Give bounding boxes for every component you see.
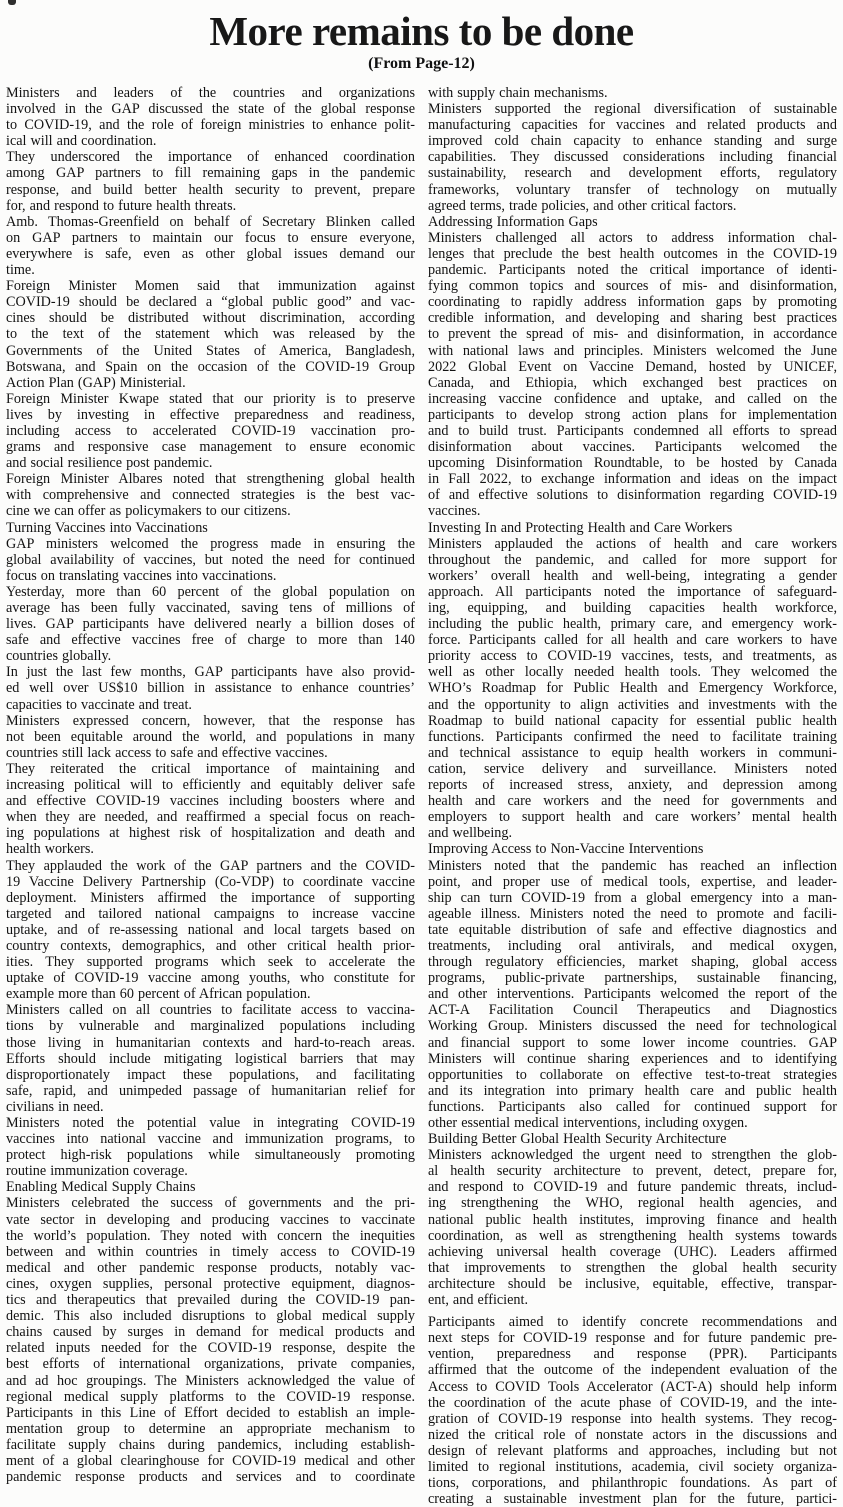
text-line: when they are needed, and reaffirmed a special focus on reach- xyxy=(6,809,415,826)
text-line: of and effective solutions to disinformation regarding COVID-19 xyxy=(428,487,837,504)
text-line: grams and responsive case management to ensure economic xyxy=(6,439,415,456)
text-line: vention, preparedness and response (PPR). Participants xyxy=(428,1346,837,1363)
continued-from-note: (From Page-12) xyxy=(368,55,475,72)
text-line: coordinating to rapidly address information gaps by promoting xyxy=(428,294,837,311)
text-line: ing, equipping, and building capacities health workforce, xyxy=(428,600,837,616)
text-line: force. Participants called for all health and care workers to have xyxy=(428,632,837,649)
text-line: next steps for COVID-19 response and for future pandemic pre- xyxy=(428,1330,837,1347)
text-line: workers’ overall health and well-being, integrating a gender xyxy=(428,567,837,584)
text-line: GAP ministers welcomed the progress made in ensuring the xyxy=(6,535,415,552)
text-line: treatments, including oral antivirals, and medical oxygen, xyxy=(428,937,837,954)
paragraph xyxy=(428,230,837,520)
text-line: capacities to vaccinate and treat. xyxy=(6,696,192,713)
paragraph xyxy=(428,1147,837,1308)
text-line: In just the last few months, GAP participants have also provid- xyxy=(6,664,415,681)
text-line: example more than 60 percent of African population. xyxy=(6,986,311,1003)
subheading-text: Investing In and Protecting Health and Care Workers xyxy=(428,519,733,536)
text-line: Ministers acknowledged the urgent need to strengthen the glob- xyxy=(428,1147,837,1164)
text-line: civilians in need. xyxy=(6,1098,104,1115)
text-line: Ministers expressed concern, however, that the response has xyxy=(6,712,415,729)
text-line: They applauded the work of the GAP partners and the COVID- xyxy=(6,857,415,874)
column-right xyxy=(428,85,837,1507)
text-line: Foreign Minister Kwape stated that our priority is to preserve xyxy=(6,390,415,407)
text-line: lenges that preclude the best health outcomes in the COVID-19 xyxy=(428,245,837,262)
text-line: credible information, and developing and sharing best practices xyxy=(428,310,837,327)
text-line: vaccines into national vaccine and immunization programs, to xyxy=(6,1131,415,1148)
text-line: ing populations at highest risk of hospitalization and death and xyxy=(6,825,415,842)
text-line: Action Plan (GAP) Ministerial. xyxy=(6,374,186,391)
text-line: routine immunization coverage. xyxy=(6,1163,188,1180)
section-subheading xyxy=(6,520,415,536)
text-line: Yesterday, more than 60 percent of the global population on xyxy=(6,583,415,600)
text-line: the world’s population. They noted with concern the inequities xyxy=(6,1227,415,1244)
paragraph xyxy=(428,858,837,1132)
text-line: and its integration into primary health care and public health xyxy=(428,1082,837,1099)
paragraph xyxy=(6,85,415,149)
scan-artifact xyxy=(8,0,16,5)
text-line: ship can turn COVID-19 from a global emergency into a man- xyxy=(428,889,837,906)
paragraph xyxy=(6,1002,415,1115)
text-line: Roadmap to build national capacity for essential public health xyxy=(428,712,837,729)
text-line: through regulatory efficiencies, market shaping, global access xyxy=(428,954,837,971)
text-line: vate sector in developing and producing vaccines to vaccinate xyxy=(6,1211,415,1228)
text-line: protect high-risk populations while simultaneously promoting xyxy=(6,1147,415,1164)
text-line: capabilities. They discussed considerations including financial xyxy=(428,149,837,166)
text-line: regional medical supply platforms to the COVID-19 response. xyxy=(6,1388,415,1405)
text-line: best efforts of international organizations, private companies, xyxy=(6,1356,415,1373)
text-line: affirmed that the outcome of the independent evaluation of the xyxy=(428,1362,837,1379)
text-line: Access to COVID Tools Accelerator (ACT-A) should help inform xyxy=(428,1378,837,1395)
text-line: including the public health, primary care, and emergency work- xyxy=(428,616,837,633)
text-line: other essential medical interventions, including oxygen. xyxy=(428,1115,748,1131)
text-line: 19 Vaccine Delivery Partnership (Co-VDP) to coordinate vaccine xyxy=(6,873,415,890)
paragraph xyxy=(6,761,415,858)
text-line: deployment. Ministers affirmed the importance of supporting xyxy=(6,889,415,906)
text-line: for, and respond to future health threats. xyxy=(6,197,237,214)
text-line: with supply chain mechanisms. xyxy=(428,85,608,101)
text-line: participants to develop strong action plans for implementation xyxy=(428,406,837,423)
text-line: Ministers called on all countries to facilitate access to vaccina- xyxy=(6,1002,415,1019)
text-line: Efforts should include mitigating logistical barriers that may xyxy=(6,1050,415,1067)
paragraph xyxy=(428,85,837,101)
text-line: response, and build better health security to prevent, prepare xyxy=(6,181,415,198)
text-line: in Fall 2022, to exchange information and ideas on the impact xyxy=(428,471,837,488)
text-line: manufacturing capacities for vaccines and related products and xyxy=(428,117,837,134)
article-body xyxy=(0,85,843,1507)
text-line: Participants in this Line of Effort decided to establish an imple- xyxy=(6,1404,415,1421)
text-line: between and within countries in timely access to COVID-19 xyxy=(6,1243,415,1260)
paragraph xyxy=(6,471,415,519)
text-line: creating a sustainable investment plan for the future, partici- xyxy=(428,1491,837,1507)
text-line: safe and effective vaccines free of charge to more than 140 xyxy=(6,632,415,649)
text-line: time. xyxy=(6,262,35,279)
article-masthead xyxy=(0,0,843,73)
text-line: disinformation about vaccines. Participants welcomed the xyxy=(428,439,837,456)
text-line: cation, service delivery and surveillance. Ministers noted xyxy=(428,760,837,777)
subheading-text: Addressing Information Gaps xyxy=(428,213,598,230)
text-line: reports of increased stress, anxiety, and depression among xyxy=(428,777,837,794)
text-line: fying common topics and sources of mis- and disinformation, xyxy=(428,278,837,295)
text-line: point, and proper use of medical tools, expertise, and leader- xyxy=(428,873,837,890)
section-subheading xyxy=(428,841,837,857)
text-line: Working Group. Ministers discussed the need for technological xyxy=(428,1018,837,1035)
text-line: the coordination of the acute phase of COVID-19, and the inte- xyxy=(428,1394,837,1411)
subheading-text: Turning Vaccines into Vaccinations xyxy=(6,519,208,536)
text-line: employers to support health and care workers’ mental health xyxy=(428,809,837,826)
text-line: Botswana, and Spain on the occasion of the COVID-19 Group xyxy=(6,358,415,375)
text-line: and to build trust. Participants condemned all efforts to spread xyxy=(428,422,837,439)
text-line: approach. All participants noted the importance of safeguard- xyxy=(428,583,837,600)
text-line: ageable illness. Ministers noted the need to promote and facili- xyxy=(428,905,837,922)
text-line: functions. Participants also called for continued support for xyxy=(428,1098,837,1115)
text-line: achieving universal health coverage (UHC). Leaders affirmed xyxy=(428,1243,837,1260)
text-line: Ministers noted that the pandemic has reached an inflection xyxy=(428,857,837,874)
text-line: countries globally. xyxy=(6,648,112,665)
text-line: agreed terms, trade policies, and other critical factors. xyxy=(428,197,737,214)
text-line: and ad hoc groupings. The Ministers acknowledged the value of xyxy=(6,1372,415,1389)
paragraph xyxy=(6,1195,415,1485)
text-line: tions, corporations, and philanthropic foundations. As part of xyxy=(428,1475,837,1492)
text-line: well as other locally needed health tools. They welcomed the xyxy=(428,664,837,681)
text-line: Ministers applauded the actions of health and care workers xyxy=(428,535,837,552)
text-line: Ministers will continue sharing experiences and to identifying xyxy=(428,1050,837,1067)
text-line: design of relevant platforms and approaches, including but not xyxy=(428,1442,837,1459)
text-line: Ministers challenged all actors to address information chal- xyxy=(428,229,837,246)
text-line: lives. GAP participants have delivered nearly a billion doses of xyxy=(6,616,415,633)
paragraph xyxy=(428,1314,837,1507)
text-line: and other interventions. Participants welcomed the report of the xyxy=(428,986,837,1003)
text-line: al health security architecture to prevent, detect, prepare for, xyxy=(428,1163,837,1180)
text-line: to COVID-19, and the role of foreign ministries to enhance polit- xyxy=(6,117,415,134)
text-line: programs, public-private partnerships, sustainable financing, xyxy=(428,970,837,987)
text-line: everywhere is safe, even as other global issues demand our xyxy=(6,245,415,262)
text-line: mentation group to determine an appropriate mechanism to xyxy=(6,1420,415,1437)
text-line: to prevent the spread of mis- and disinformation, in accordance xyxy=(428,326,837,343)
text-line: to the text of the statement which was released by the xyxy=(6,326,415,343)
text-line: Canada, and Ethiopia, which exchanged best practices on xyxy=(428,374,837,391)
text-line: and the opportunity to align activities and investments with the xyxy=(428,696,837,713)
text-line: COVID-19 should be declared a “global public good” and vac- xyxy=(6,294,415,311)
paragraph xyxy=(428,536,837,842)
text-line: They underscored the importance of enhanced coordination xyxy=(6,149,415,166)
text-line: sustainability, research and development efforts, regulatory xyxy=(428,165,837,182)
text-line: Foreign Minister Albares noted that strengthening global health xyxy=(6,471,415,488)
text-line: on GAP partners to maintain our focus to ensure everyone, xyxy=(6,229,415,246)
paragraph xyxy=(6,584,415,664)
text-line: Ministers noted the potential value in integrating COVID-19 xyxy=(6,1115,415,1131)
text-line: Foreign Minister Momen said that immunization against xyxy=(6,278,415,295)
text-line: average has been fully vaccinated, saving tens of millions of xyxy=(6,600,415,616)
text-line: health and care workers and the need for governments and xyxy=(428,793,837,810)
paragraph xyxy=(6,713,415,761)
text-line: and financial support to some lower income countries. GAP xyxy=(428,1034,837,1051)
text-line: those living in humanitarian contexts and hard-to-reach areas. xyxy=(6,1034,415,1051)
text-line: Ministers supported the regional diversification of sustainable xyxy=(428,101,837,118)
text-line: and respond to COVID-19 and future pandemic threats, includ- xyxy=(428,1179,837,1196)
section-subheading xyxy=(6,1179,415,1195)
article-title: More remains to be done xyxy=(209,8,634,54)
text-line: functions. Participants confirmed the need to facilitate training xyxy=(428,728,837,745)
text-line: safe, rapid, and unimpeded passage of humanitarian relief for xyxy=(6,1082,415,1099)
text-line: uptake, and of re-assessing national and local targets based on xyxy=(6,921,415,938)
section-subheading xyxy=(428,214,837,230)
text-line: increasing vaccine confidence and uptake, and called on the xyxy=(428,390,837,407)
text-line: WHO’s Roadmap for Public Health and Emergency Workforce, xyxy=(428,680,837,697)
text-line: country contexts, demographics, and other critical health prior- xyxy=(6,937,415,954)
text-line: ing strengthening the WHO, regional health agencies, and xyxy=(428,1195,837,1212)
text-line: tics and therapeutics that prevailed during the COVID-19 pan- xyxy=(6,1292,415,1309)
subheading-text: Improving Access to Non-Vaccine Interventions xyxy=(428,841,704,858)
section-subheading xyxy=(428,520,837,536)
text-line: improved cold chain capacity to enhance standing and surge xyxy=(428,133,837,150)
text-line: ed well over US$10 billion in assistance to enhance countries’ xyxy=(6,680,415,697)
text-line: Amb. Thomas-Greenfield on behalf of Secretary Blinken called xyxy=(6,213,415,230)
text-line: with comprehensive and connected strategies is the best vac- xyxy=(6,487,415,504)
column-left xyxy=(6,85,415,1507)
text-line: ent, and efficient. xyxy=(428,1292,529,1309)
paragraph xyxy=(6,664,415,712)
text-line: throughout the pandemic, and called for more support for xyxy=(428,551,837,568)
text-line: They reiterated the critical importance of maintaining and xyxy=(6,760,415,777)
text-line: vaccines. xyxy=(428,503,481,520)
text-line: that improvements to strengthen the global health security xyxy=(428,1259,837,1276)
text-line: gration of COVID-19 response into health systems. They recog- xyxy=(428,1410,837,1427)
text-line: cine we can offer as policymakers to our citizens. xyxy=(6,503,291,520)
section-subheading xyxy=(428,1131,837,1147)
text-line: frameworks, voluntary transfer of technology on mutually xyxy=(428,181,837,198)
paragraph xyxy=(6,1115,415,1179)
text-line: priority access to COVID-19 vaccines, tests, and treatments, as xyxy=(428,648,837,665)
text-line: tate equitable distribution of safe and effective diagnostics and xyxy=(428,921,837,938)
text-line: Ministers and leaders of the countries and organizations xyxy=(6,85,415,101)
text-line: chains caused by surges in demand for medical products and xyxy=(6,1324,415,1341)
text-line: cines should be distributed without discrimination, according xyxy=(6,310,415,327)
text-line: including access to accelerated COVID-19 vaccination pro- xyxy=(6,422,415,439)
paragraph xyxy=(6,278,415,391)
text-line: ACT-A Facilitation Council Therapeutics and Diagnostics xyxy=(428,1002,837,1019)
text-line: cines, oxygen supplies, personal protective equipment, diagnos- xyxy=(6,1275,415,1292)
paragraph xyxy=(428,101,837,214)
text-line: focus on translating vaccines into vaccinations. xyxy=(6,567,277,584)
text-line: among GAP partners to fill remaining gaps in the pandemic xyxy=(6,165,415,182)
paragraph xyxy=(6,858,415,1003)
text-line: lives by investing in effective preparedness and readiness, xyxy=(6,406,415,423)
text-line: not been equitable around the world, and populations in many xyxy=(6,728,415,745)
text-line: related inputs needed for the COVID-19 response, despite the xyxy=(6,1340,415,1357)
text-line: Participants aimed to identify concrete recommendations and xyxy=(428,1314,837,1331)
text-line: tions by vulnerable and marginalized populations including xyxy=(6,1018,415,1035)
text-line: pandemic response products and services and to coordinate xyxy=(6,1469,415,1486)
text-line: and wellbeing. xyxy=(428,825,513,842)
text-line: national public health institutes, improving finance and health xyxy=(428,1211,837,1228)
text-line: Governments of the United States of America, Bangladesh, xyxy=(6,342,415,359)
text-line: coordination, as well as strengthening health systems towards xyxy=(428,1227,837,1244)
text-line: uptake of COVID-19 vaccine among youths, who constitute for xyxy=(6,970,415,987)
text-line: health workers. xyxy=(6,841,94,858)
paragraph xyxy=(6,214,415,278)
text-line: 2022 Global Event on Vaccine Demand, hosted by UNICEF, xyxy=(428,358,837,375)
paragraph xyxy=(6,149,415,213)
text-line: opportunities to collaborate on effective test-to-treat strategies xyxy=(428,1066,837,1083)
text-line: Ministers celebrated the success of governments and the pri- xyxy=(6,1195,415,1212)
text-line: architecture should be inclusive, equitable, effective, transpar- xyxy=(428,1275,837,1292)
text-line: pandemic. Participants noted the critical importance of identi- xyxy=(428,262,837,279)
text-line: and social resilience post pandemic. xyxy=(6,455,213,472)
text-line: ities. They supported programs which seek to accelerate the xyxy=(6,954,415,971)
text-line: ment of a global clearinghouse for COVID-19 medical and other xyxy=(6,1452,415,1469)
text-line: limited to regional institutions, academia, civil society organiza- xyxy=(428,1458,837,1475)
text-line: and technical assistance to equip health workers in communi- xyxy=(428,744,837,761)
subheading-text: Enabling Medical Supply Chains xyxy=(6,1179,196,1196)
text-line: demic. This also included disruptions to global medical supply xyxy=(6,1308,415,1325)
text-line: ical will and coordination. xyxy=(6,133,157,150)
paragraph xyxy=(6,391,415,471)
text-line: nized the critical role of nonstate actors in the discussions and xyxy=(428,1426,837,1443)
subheading-text: Building Better Global Health Security Architecture xyxy=(428,1131,727,1148)
text-line: with national laws and principles. Ministers welcomed the June xyxy=(428,342,837,359)
text-line: medical and other pandemic response products, notably vac- xyxy=(6,1259,415,1276)
text-line: disproportionately impact these populations, and facilitating xyxy=(6,1066,415,1083)
text-line: targeted and tailored national campaigns to increase vaccine xyxy=(6,905,415,922)
text-line: facilitate supply chains during pandemics, including establish- xyxy=(6,1436,415,1453)
text-line: and effective COVID-19 vaccines including boosters where and xyxy=(6,793,415,810)
text-line: global availability of vaccines, but noted the need for continued xyxy=(6,551,415,568)
text-line: countries still lack access to safe and effective vaccines. xyxy=(6,744,328,761)
paragraph xyxy=(6,536,415,584)
text-line: involved in the GAP discussed the state of the global response xyxy=(6,101,415,118)
text-line: upcoming Disinformation Roundtable, to be hosted by Canada xyxy=(428,455,837,472)
text-line: increasing political will to efficiently and equitably deliver safe xyxy=(6,777,415,794)
